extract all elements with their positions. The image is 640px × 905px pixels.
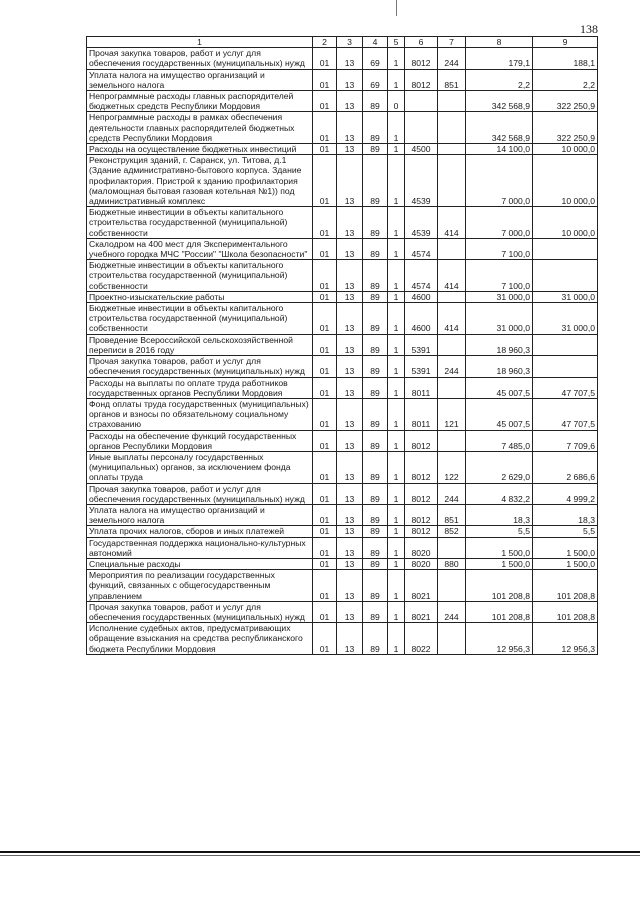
row-cell-c9: 7 709,6 [533,430,598,451]
row-cell-c9: 10 000,0 [533,207,598,239]
row-cell-c8: 7 000,0 [466,207,533,239]
row-cell-c8: 18 960,3 [466,334,533,355]
row-description: Специальные расходы [87,558,313,569]
row-cell-c2: 01 [313,260,337,292]
footer-rule-thin [0,855,640,856]
row-cell-c7: 851 [438,69,466,90]
row-cell-c7: 244 [438,356,466,377]
row-cell-c8: 1 500,0 [466,537,533,558]
row-description: Непрограммные расходы в рамках обеспечения деятельности главных распорядителей бюджетных средств Республики Мордовия [87,112,313,144]
row-description: Скалодром на 400 мест для Экспериментального учебного городка МЧС "России" "Школа безопасности" [87,238,313,259]
column-header: 7 [438,37,466,48]
column-header: 3 [337,37,363,48]
table-row [87,558,598,569]
row-cell-c4: 89 [363,504,388,525]
row-cell-c2: 01 [313,483,337,504]
header-row [87,37,598,48]
row-description: Расходы на осуществление бюджетных инвестиций [87,144,313,155]
row-cell-c4: 89 [363,570,388,602]
row-cell-c4: 89 [363,483,388,504]
row-cell-c5: 1 [388,112,405,144]
row-cell-c7 [438,91,466,112]
row-cell-c5: 0 [388,91,405,112]
row-cell-c6 [405,91,438,112]
table-row [87,398,598,430]
row-cell-c9: 47 707,5 [533,377,598,398]
row-cell-c8: 31 000,0 [466,303,533,335]
row-cell-c3: 13 [337,483,363,504]
row-cell-c6: 8012 [405,526,438,537]
row-cell-c4: 89 [363,144,388,155]
row-cell-c5: 1 [388,155,405,207]
table-row [87,238,598,259]
row-description: Исполнение судебных актов, предусматривающих обращение взыскания на средства республиканского бюджета Республики Мордовия [87,623,313,655]
row-description: Бюджетные инвестиции в объекты капитального строительства государственной (муниципальной) собственности [87,260,313,292]
row-cell-c6: 8012 [405,48,438,69]
row-cell-c2: 01 [313,48,337,69]
row-cell-c3: 13 [337,430,363,451]
row-cell-c3: 13 [337,260,363,292]
row-cell-c7: 880 [438,558,466,569]
row-cell-c3: 13 [337,291,363,302]
row-cell-c3: 13 [337,623,363,655]
row-cell-c2: 01 [313,291,337,302]
row-cell-c3: 13 [337,69,363,90]
row-cell-c5: 1 [388,558,405,569]
column-header: 4 [363,37,388,48]
table-row [87,623,598,655]
row-cell-c3: 13 [337,144,363,155]
row-description: Реконструкция зданий, г. Саранск, ул. Титова, д.1 (Здание административно-бытового корпуса. Здание профилактория. Пристрой к зданию профилактория (маломощная бытовая газовая котельная №1)) под административный комплекс [87,155,313,207]
row-cell-c6: 8012 [405,451,438,483]
row-cell-c8: 18,3 [466,504,533,525]
row-cell-c8: 5,5 [466,526,533,537]
row-cell-c8: 179,1 [466,48,533,69]
table-row [87,144,598,155]
row-cell-c8: 101 208,8 [466,570,533,602]
row-description: Уплата прочих налогов, сборов и иных платежей [87,526,313,537]
row-cell-c7 [438,623,466,655]
row-cell-c5: 1 [388,570,405,602]
row-cell-c8: 342 568,9 [466,91,533,112]
row-cell-c2: 01 [313,623,337,655]
row-cell-c4: 89 [363,356,388,377]
row-cell-c3: 13 [337,504,363,525]
row-cell-c7: 414 [438,303,466,335]
row-cell-c5: 1 [388,398,405,430]
row-cell-c9: 12 956,3 [533,623,598,655]
row-cell-c4: 89 [363,526,388,537]
table-row [87,48,598,69]
row-cell-c2: 01 [313,504,337,525]
row-cell-c9: 4 999,2 [533,483,598,504]
row-cell-c2: 01 [313,69,337,90]
row-cell-c9: 2,2 [533,69,598,90]
row-description: Проектно-изыскательские работы [87,291,313,302]
row-cell-c6: 8012 [405,504,438,525]
row-cell-c9: 10 000,0 [533,155,598,207]
row-description: Расходы на обеспечение функций государственных органов Республики Мордовия [87,430,313,451]
row-description: Непрограммные расходы главных распорядителей бюджетных средств Республики Мордовия [87,91,313,112]
row-cell-c8: 1 500,0 [466,558,533,569]
row-cell-c2: 01 [313,570,337,602]
row-cell-c6: 8011 [405,377,438,398]
row-cell-c9: 47 707,5 [533,398,598,430]
row-cell-c8: 7 100,0 [466,260,533,292]
row-cell-c4: 89 [363,623,388,655]
table-row [87,91,598,112]
row-cell-c7 [438,291,466,302]
row-cell-c8: 342 568,9 [466,112,533,144]
row-cell-c7: 414 [438,260,466,292]
row-cell-c5: 1 [388,48,405,69]
row-cell-c3: 13 [337,570,363,602]
row-description: Государственная поддержка национально-культурных автономий [87,537,313,558]
row-cell-c4: 89 [363,112,388,144]
column-header: 8 [466,37,533,48]
row-cell-c2: 01 [313,207,337,239]
row-cell-c2: 01 [313,155,337,207]
column-header: 2 [313,37,337,48]
row-cell-c2: 01 [313,377,337,398]
row-cell-c5: 1 [388,291,405,302]
row-cell-c7 [438,155,466,207]
row-cell-c6 [405,112,438,144]
row-cell-c7 [438,570,466,602]
row-cell-c9 [533,334,598,355]
row-cell-c7: 244 [438,48,466,69]
row-cell-c2: 01 [313,356,337,377]
row-cell-c5: 1 [388,601,405,622]
row-cell-c3: 13 [337,112,363,144]
row-cell-c7: 121 [438,398,466,430]
row-cell-c3: 13 [337,238,363,259]
table-row [87,483,598,504]
row-cell-c2: 01 [313,451,337,483]
footer-rule [0,851,640,853]
row-cell-c5: 1 [388,377,405,398]
row-cell-c5: 1 [388,537,405,558]
row-description: Прочая закупка товаров, работ и услуг для обеспечения государственных (муниципальных) нужд [87,356,313,377]
row-cell-c3: 13 [337,377,363,398]
table-row [87,451,598,483]
row-cell-c9: 1 500,0 [533,558,598,569]
row-cell-c9: 31 000,0 [533,291,598,302]
column-header: 1 [87,37,313,48]
row-cell-c8: 101 208,8 [466,601,533,622]
row-cell-c2: 01 [313,430,337,451]
row-cell-c8: 2,2 [466,69,533,90]
row-cell-c7 [438,112,466,144]
row-cell-c2: 01 [313,526,337,537]
row-description: Фонд оплаты труда государственных (муниципальных) органов и взносы по обязательному социальному страхованию [87,398,313,430]
row-cell-c8: 18 960,3 [466,356,533,377]
row-cell-c5: 1 [388,69,405,90]
row-cell-c3: 13 [337,334,363,355]
row-cell-c5: 1 [388,303,405,335]
row-description: Прочая закупка товаров, работ и услуг для обеспечения государственных (муниципальных) нужд [87,483,313,504]
row-description: Иные выплаты персоналу государственных (муниципальных) органов, за исключением фонда оплаты труда [87,451,313,483]
row-cell-c5: 1 [388,356,405,377]
row-cell-c4: 89 [363,451,388,483]
row-cell-c2: 01 [313,601,337,622]
row-cell-c6: 8012 [405,69,438,90]
row-description: Прочая закупка товаров, работ и услуг для обеспечения государственных (муниципальных) нужд [87,48,313,69]
table-body [87,48,598,655]
row-cell-c4: 89 [363,430,388,451]
row-cell-c2: 01 [313,91,337,112]
row-cell-c4: 69 [363,69,388,90]
row-cell-c6: 8021 [405,601,438,622]
row-cell-c3: 13 [337,356,363,377]
row-cell-c4: 89 [363,537,388,558]
row-cell-c9: 2 686,6 [533,451,598,483]
row-description: Расходы на выплаты по оплате труда работников государственных органов Республики Мордовия [87,377,313,398]
row-cell-c2: 01 [313,334,337,355]
row-cell-c3: 13 [337,303,363,335]
row-cell-c2: 01 [313,398,337,430]
row-cell-c4: 69 [363,48,388,69]
row-cell-c9: 1 500,0 [533,537,598,558]
table-row [87,430,598,451]
row-cell-c2: 01 [313,558,337,569]
column-header: 9 [533,37,598,48]
row-cell-c8: 45 007,5 [466,398,533,430]
row-cell-c8: 31 000,0 [466,291,533,302]
row-cell-c7: 414 [438,207,466,239]
row-cell-c8: 7 100,0 [466,238,533,259]
row-cell-c7 [438,334,466,355]
row-cell-c4: 89 [363,303,388,335]
row-cell-c9: 322 250,9 [533,112,598,144]
row-cell-c5: 1 [388,260,405,292]
row-cell-c3: 13 [337,451,363,483]
row-cell-c9 [533,356,598,377]
row-cell-c9: 18,3 [533,504,598,525]
row-cell-c4: 89 [363,207,388,239]
row-cell-c7: 244 [438,601,466,622]
row-cell-c9: 5,5 [533,526,598,537]
row-cell-c3: 13 [337,155,363,207]
table-row [87,570,598,602]
row-description: Проведение Всероссийской сельскохозяйственной переписи в 2016 году [87,334,313,355]
table-row [87,356,598,377]
row-cell-c4: 89 [363,601,388,622]
row-cell-c7 [438,238,466,259]
row-description: Прочая закупка товаров, работ и услуг для обеспечения государственных (муниципальных) нужд [87,601,313,622]
row-cell-c6: 4574 [405,238,438,259]
row-cell-c6: 8021 [405,570,438,602]
row-cell-c5: 1 [388,334,405,355]
row-cell-c9: 31 000,0 [533,303,598,335]
row-cell-c3: 13 [337,558,363,569]
row-cell-c7 [438,537,466,558]
row-cell-c5: 1 [388,207,405,239]
row-cell-c8: 45 007,5 [466,377,533,398]
row-cell-c5: 1 [388,623,405,655]
row-cell-c2: 01 [313,238,337,259]
page-number: 138 [580,22,598,36]
table-row [87,260,598,292]
row-cell-c6: 4600 [405,303,438,335]
row-cell-c7 [438,377,466,398]
table-row [87,291,598,302]
row-cell-c5: 1 [388,483,405,504]
table-row [87,303,598,335]
row-cell-c2: 01 [313,303,337,335]
row-cell-c7 [438,430,466,451]
row-cell-c9: 101 208,8 [533,570,598,602]
row-cell-c9: 322 250,9 [533,91,598,112]
row-cell-c5: 1 [388,144,405,155]
row-cell-c5: 1 [388,504,405,525]
row-cell-c5: 1 [388,526,405,537]
row-cell-c7: 244 [438,483,466,504]
row-cell-c7 [438,144,466,155]
row-cell-c9: 101 208,8 [533,601,598,622]
row-description: Бюджетные инвестиции в объекты капитального строительства государственной (муниципальной) собственности [87,207,313,239]
row-cell-c3: 13 [337,526,363,537]
row-cell-c6: 5391 [405,356,438,377]
row-cell-c9 [533,238,598,259]
row-cell-c8: 4 832,2 [466,483,533,504]
row-cell-c4: 89 [363,377,388,398]
row-cell-c4: 89 [363,260,388,292]
row-cell-c9: 10 000,0 [533,144,598,155]
row-cell-c4: 89 [363,91,388,112]
table-row [87,112,598,144]
row-cell-c4: 89 [363,291,388,302]
row-cell-c7: 852 [438,526,466,537]
row-cell-c6: 8011 [405,398,438,430]
row-cell-c6: 4539 [405,207,438,239]
row-cell-c4: 89 [363,558,388,569]
table-row [87,207,598,239]
table-row [87,69,598,90]
table-row [87,537,598,558]
row-cell-c3: 13 [337,601,363,622]
row-cell-c4: 89 [363,398,388,430]
budget-table [86,36,598,655]
binding-mark [396,0,405,16]
row-cell-c8: 12 956,3 [466,623,533,655]
row-cell-c3: 13 [337,537,363,558]
row-cell-c6: 5391 [405,334,438,355]
row-description: Бюджетные инвестиции в объекты капитального строительства государственной (муниципальной) собственности [87,303,313,335]
row-cell-c6: 4500 [405,144,438,155]
row-cell-c3: 13 [337,207,363,239]
row-cell-c9: 188,1 [533,48,598,69]
row-cell-c6: 4574 [405,260,438,292]
row-cell-c4: 89 [363,238,388,259]
row-description: Уплата налога на имущество организаций и земельного налога [87,504,313,525]
row-cell-c2: 01 [313,537,337,558]
row-cell-c3: 13 [337,91,363,112]
row-description: Мероприятия по реализации государственных функций, связанных с общегосударственным управлением [87,570,313,602]
table-row [87,155,598,207]
row-cell-c5: 1 [388,451,405,483]
table-row [87,504,598,525]
row-cell-c5: 1 [388,238,405,259]
row-cell-c6: 8012 [405,483,438,504]
row-cell-c3: 13 [337,48,363,69]
row-cell-c5: 1 [388,430,405,451]
row-cell-c8: 14 100,0 [466,144,533,155]
column-header: 5 [388,37,405,48]
table-row [87,601,598,622]
row-cell-c4: 89 [363,334,388,355]
row-cell-c6: 4600 [405,291,438,302]
row-cell-c4: 89 [363,155,388,207]
table-row [87,377,598,398]
table-row [87,526,598,537]
row-cell-c3: 13 [337,398,363,430]
row-description: Уплата налога на имущество организаций и земельного налога [87,69,313,90]
row-cell-c7: 122 [438,451,466,483]
row-cell-c8: 7 485,0 [466,430,533,451]
row-cell-c6: 8020 [405,558,438,569]
row-cell-c9 [533,260,598,292]
row-cell-c8: 7 000,0 [466,155,533,207]
row-cell-c2: 01 [313,112,337,144]
row-cell-c6: 4539 [405,155,438,207]
row-cell-c2: 01 [313,144,337,155]
column-header: 6 [405,37,438,48]
row-cell-c6: 8020 [405,537,438,558]
row-cell-c6: 8012 [405,430,438,451]
row-cell-c8: 2 629,0 [466,451,533,483]
table-row [87,334,598,355]
row-cell-c7: 851 [438,504,466,525]
row-cell-c6: 8022 [405,623,438,655]
